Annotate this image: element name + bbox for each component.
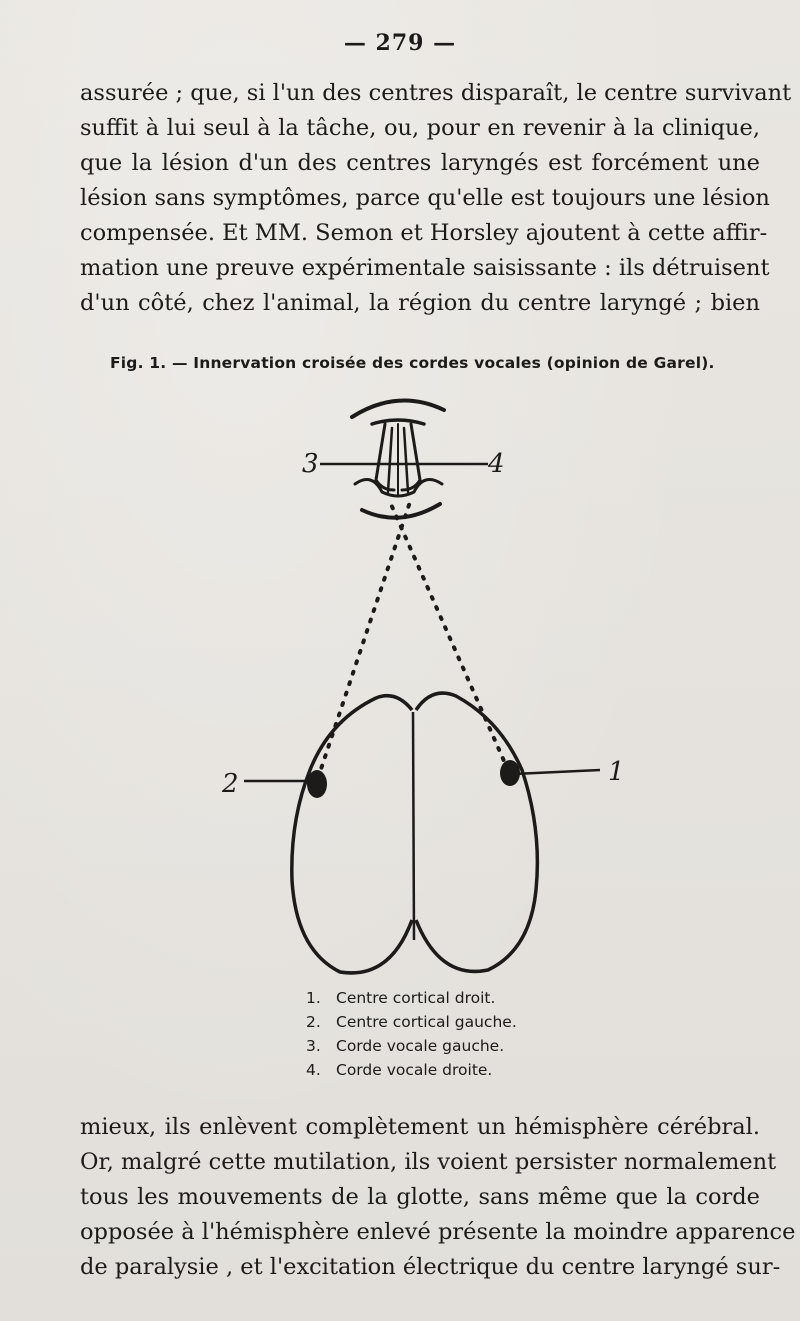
text-line: lésion sans symptômes, parce qu'elle est toujours une lésion [80,185,770,211]
top-paragraph [80,76,792,321]
centre-cortical-gauche [307,770,327,798]
pathway-from-centre-1 [390,502,508,770]
label-3: 3 [302,449,319,479]
larynx-icon [355,420,442,518]
text-line: de paralysie , et l'excitation électrique du centre laryngé sur- [80,1254,781,1280]
text-line: d'un côté, chez l'animal, la région du centre laryngé ; bien [80,290,760,316]
text-line: que la lésion d'un des centres laryngés est forcément une [80,150,760,176]
legend-item: 4. Corde vocale droite. [306,1061,493,1079]
label-2: 2 [222,769,239,799]
text-line: Or, malgré cette mutilation, ils voient persister normalement [80,1149,777,1175]
text-line: assurée ; que, si l'un des centres disparaît, le centre survivant [80,80,792,106]
legend-item: 3. Corde vocale gauche. [306,1037,505,1055]
text-line: mieux, ils enlèvent complètement un hémisphère cérébral. [80,1114,760,1140]
figure-diagram [0,380,800,990]
bottom-paragraph [80,1110,796,1285]
figure-legend [306,986,606,1082]
larynx-upper-arc [352,401,444,417]
text-line: tous les mouvements de la glotte, sans même que la corde [80,1184,760,1210]
label-1-pointer [514,770,600,774]
text-line: mation une preuve expérimentale saisissante : ils détruisent [80,255,770,281]
brain-icon [292,693,538,973]
page-number: — 279 — [343,30,457,56]
text-line: suffit à lui seul à la tâche, ou, pour en revenir à la clinique, [80,115,760,141]
pathway-from-centre-2 [318,502,410,778]
text-line: compensée. Et MM. Semon et Horsley ajoutent à cette affir- [80,220,768,246]
legend-item: 1. Centre cortical droit. [306,989,496,1007]
label-4: 4 [488,449,505,479]
label-1: 1 [608,757,625,787]
legend-item: 2. Centre cortical gauche. [306,1013,517,1031]
figure-caption: Fig. 1. — Innervation croisée des cordes vocales (opinion de Garel). [110,354,715,372]
text-line: opposée à l'hémisphère enlevé présente la moindre apparence [80,1219,796,1245]
